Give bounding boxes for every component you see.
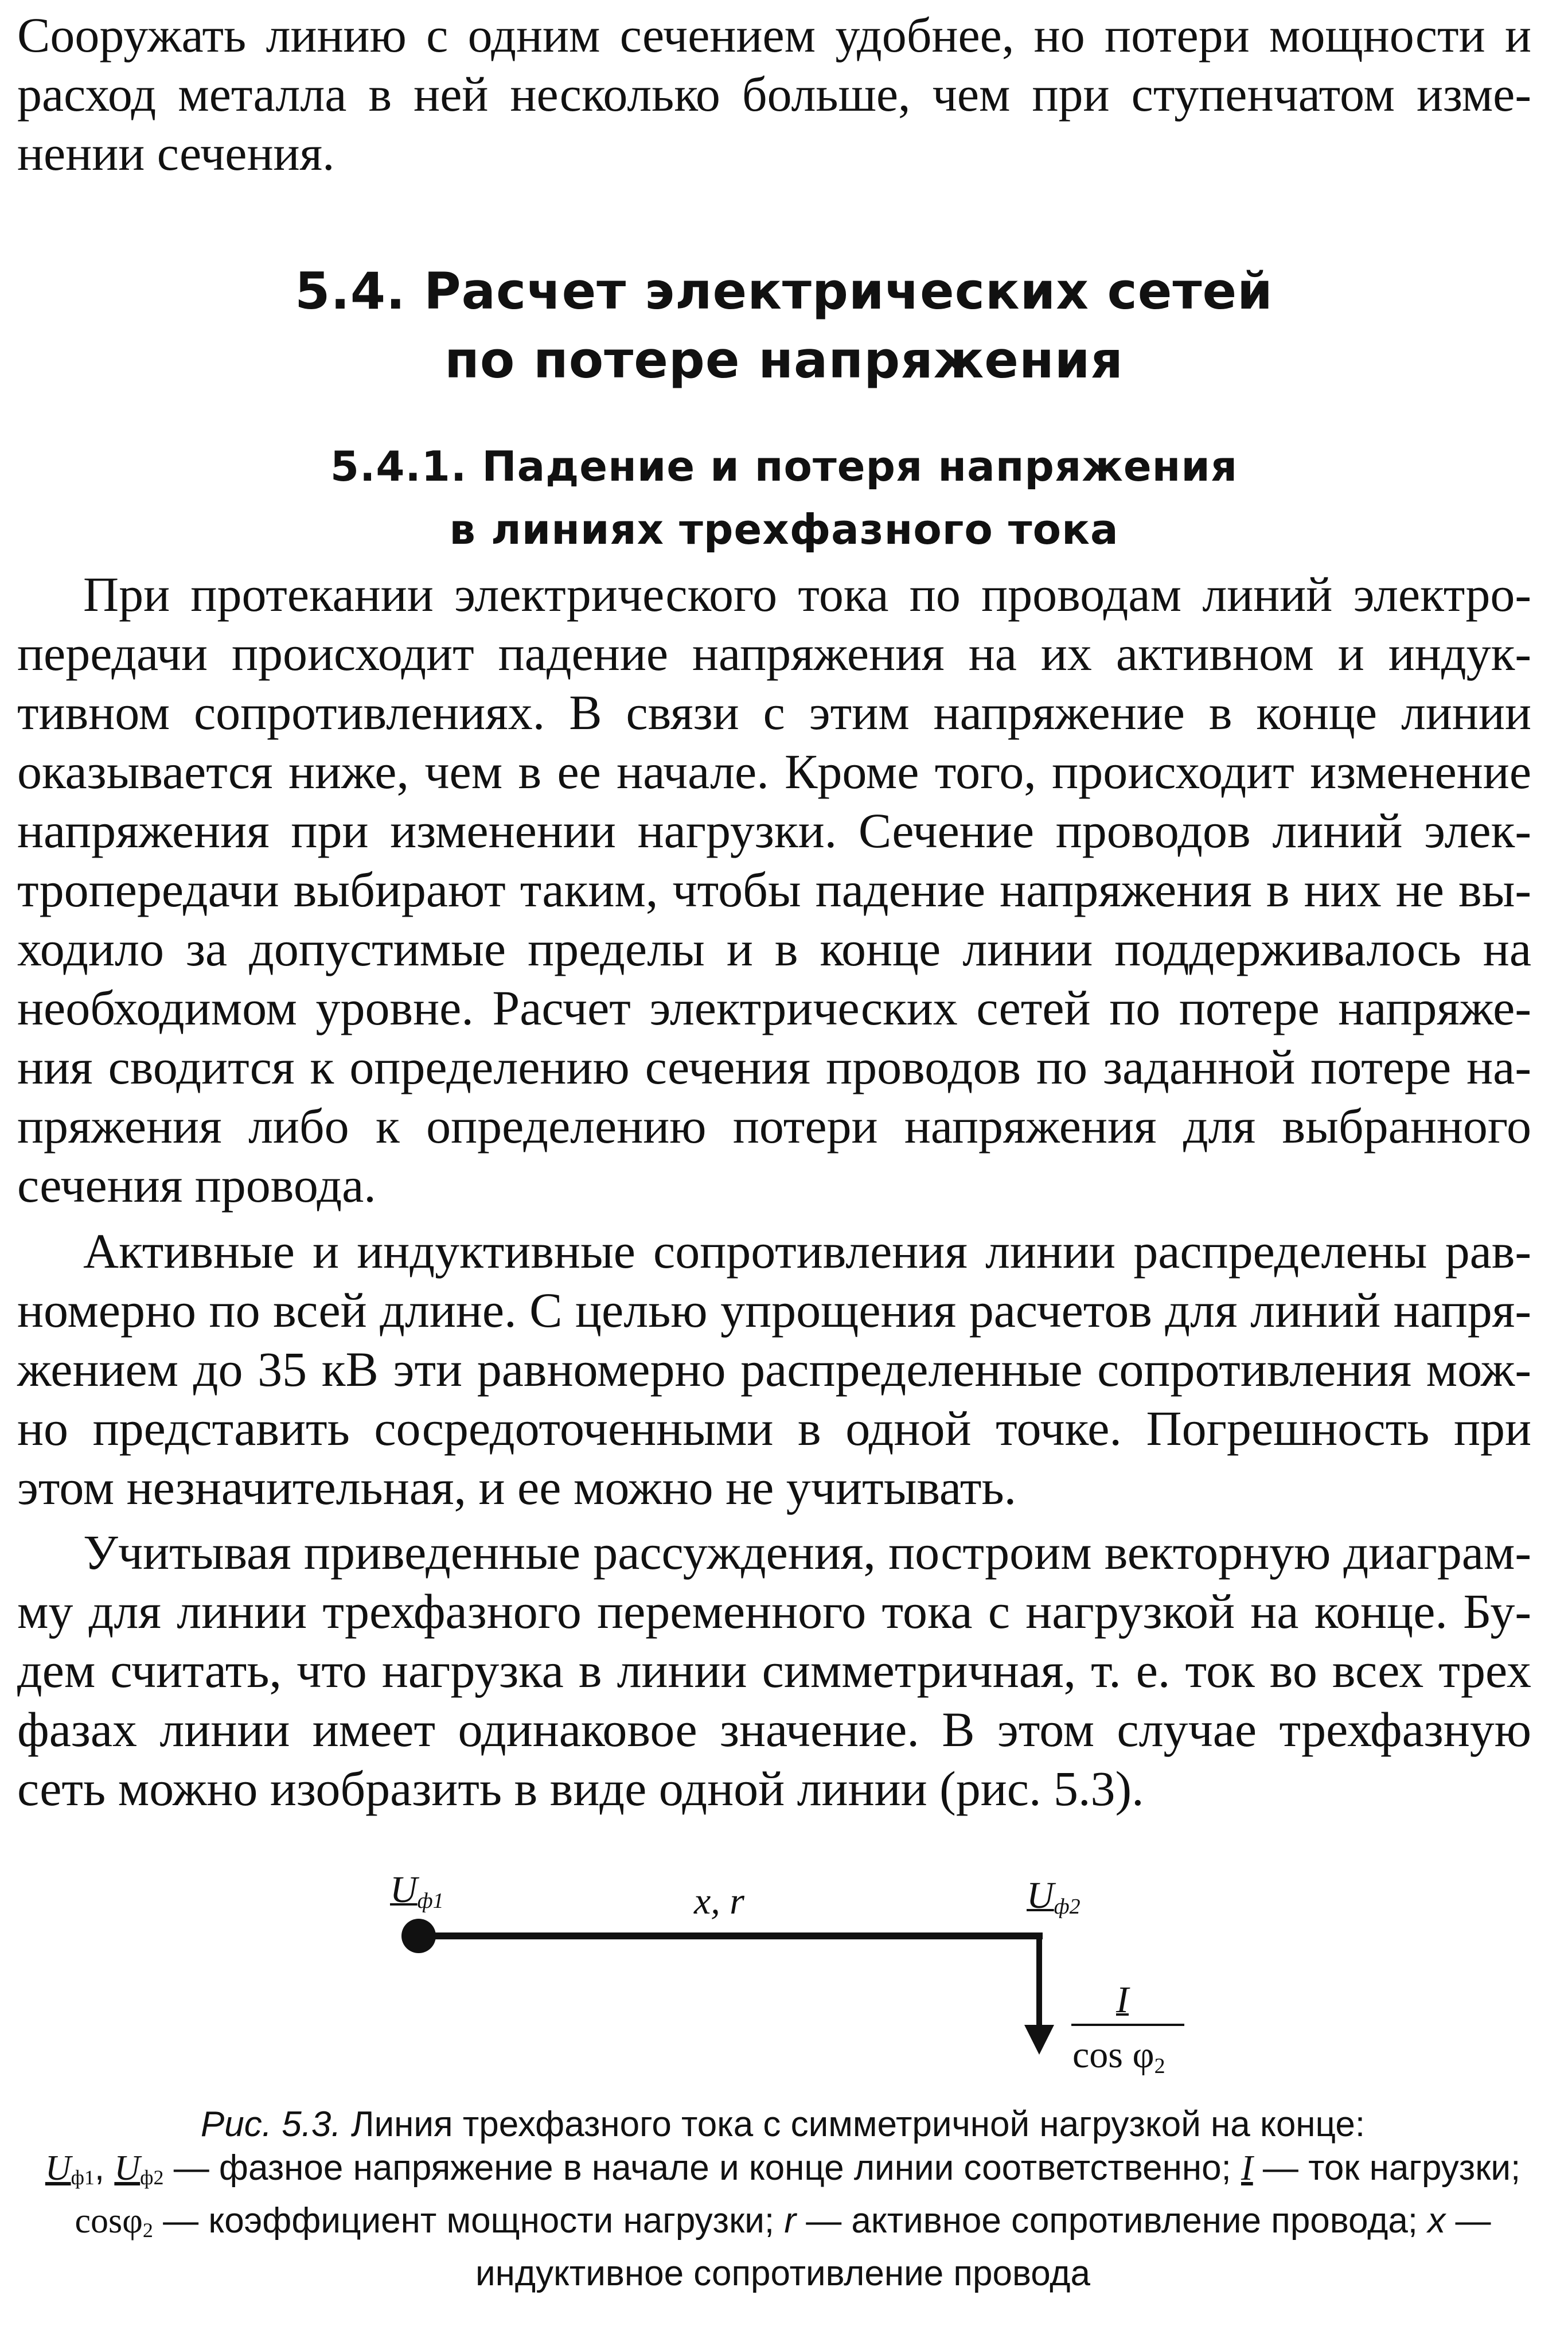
caption-label: Рис. 5.3. [200, 2105, 341, 2144]
paragraph-intro: Сооружать линию с одним сечением удобнее, но потери мощности и расход металла в ней несколько больше, чем при ступенчатом изменении сечения. [17, 7, 1531, 181]
cos-phi-label: $\cos \varphi_2$ [1072, 2034, 1165, 2078]
caption-r-desc: — активное сопротивление провода; [795, 2201, 1428, 2241]
caption-sep: , [94, 2148, 115, 2188]
caption-cos-desc: — коэффициент мощности нагрузки; [153, 2201, 785, 2241]
subsection-number: 5.4.1. [330, 442, 467, 490]
paragraph-vector-diagram: Учитывая приведенные рассуждения, построим векторную диаграмму для линии трехфазного переменного тока с нагрузкой на конце. Будем считать, что нагрузка в линии симметричная, т. е. ток во всех трех фазах линии имеет одинаковое значение. В этом случае трехфазную сеть можно изобразить в виде одной линии (рис. 5.3). [17, 1525, 1531, 1816]
line-diagram-svg [0, 1853, 1568, 2094]
u-phase2-label: $U_{ф2}$ [1027, 1875, 1081, 1919]
paragraph-resistances: Активные и индуктивные сопротивления линии распределены равномерно по всей длине. С целью упрощения расчетов для линий напряжением до 35 кВ эти равномерно распределенные сопротивления можно представить сосредоточенными в одной точке. Погрешность при этом незначительная, и ее можно не учитывать. [17, 1224, 1531, 1515]
subsection-title-line2: в линиях трехфазного тока [449, 505, 1119, 554]
caption-cos: cosφ [75, 2202, 143, 2241]
section-title-line2: по потере напряжения [444, 330, 1124, 389]
line-params-label: x, r [694, 1880, 744, 1922]
current-arrow-icon [1024, 2025, 1054, 2055]
figure-line-diagram [0, 1853, 1568, 2094]
section-number: 5.4. [295, 262, 406, 321]
paragraph-voltage-drop: При протекании электрического тока по проводам линий электропередачи происходит падение напряжения на их активном и индуктивном сопротивлениях. В связи с этим напряжение в конце линии оказывается ниже, чем в ее начале. Кроме того, происходит изменение напряжения при изменении нагрузки. Сечение проводов линий электропередачи выбирают таким, чтобы падение напряжения в них не выходило за допустимые пределы и в конце линии поддерживалось на необходимом уровне. Расчет электрических сетей по потере напряжения сводится к определению сечения проводов по заданной потере напряжения либо к определению потери напряжения для выбранного сечения провода. [17, 567, 1531, 1213]
subsection-heading [0, 435, 1568, 561]
caption-u2-sub: ф2 [140, 2166, 164, 2189]
u-phase1-label: $U_{ф1}$ [390, 1869, 444, 1913]
caption-x-desc: — индуктивное сопротивление провода [475, 2201, 1491, 2293]
caption-title: Линия трехфазного тока с симметричной нагрузкой на конце: [350, 2105, 1366, 2144]
caption-i: I [1241, 2149, 1253, 2188]
subsection-title-line1: Падение и потеря напряжения [482, 442, 1238, 490]
section-title-line1: Расчет электрических сетей [424, 262, 1273, 321]
caption-cos-sub: 2 [142, 2219, 153, 2242]
figure-caption [29, 2103, 1537, 2296]
section-heading [0, 257, 1568, 395]
caption-r: r [784, 2201, 796, 2241]
caption-x: x [1427, 2201, 1446, 2241]
caption-u1: U [45, 2149, 71, 2188]
caption-u2: U [114, 2149, 141, 2188]
current-label: I [1116, 1979, 1129, 2021]
caption-i-desc: — ток нагрузки; [1253, 2148, 1521, 2188]
caption-u1-sub: ф1 [71, 2166, 95, 2189]
caption-u-desc: — фазное напряжение в начале и конце линии соответственно; [163, 2148, 1242, 2188]
